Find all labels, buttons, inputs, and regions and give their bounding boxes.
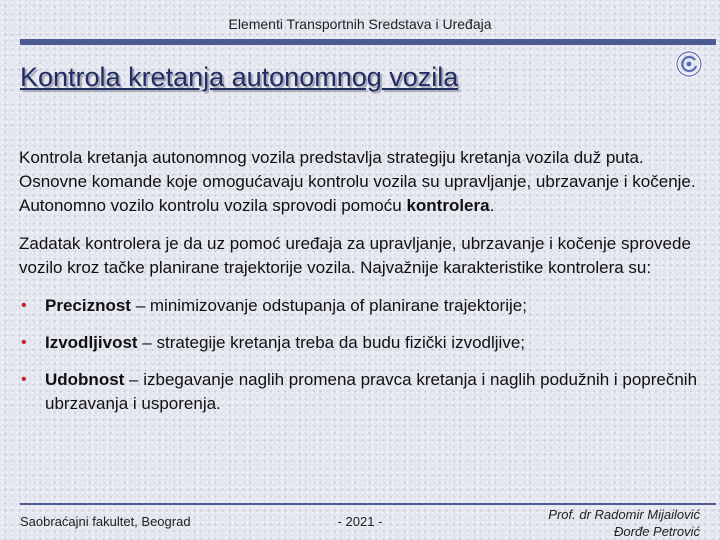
bullet-term: Preciznost: [45, 296, 131, 315]
footer-authors: [548, 506, 700, 540]
footer-rule: [20, 503, 716, 505]
slide-content: [19, 146, 709, 429]
footer-author-2: Đorđe Petrović: [614, 524, 700, 539]
paragraph-intro-end: .: [489, 196, 495, 215]
faculty-logo-icon: [675, 50, 703, 78]
footer-author-1: Prof. dr Radomir Mijailović: [548, 507, 700, 522]
bullet-text: – minimizovanje odstupanja of planirane trajektorije;: [130, 296, 527, 315]
list-item: [19, 331, 709, 355]
bullet-icon: •: [21, 334, 27, 351]
bullet-text: – strategije kretanja treba da budu fizički izvodljive;: [137, 333, 526, 352]
characteristics-list: [19, 294, 709, 416]
bullet-term: Izvodljivost: [45, 333, 138, 352]
slide-title: Kontrola kretanja autonomnog vozila: [20, 62, 459, 92]
bullet-icon: •: [21, 297, 27, 314]
paragraph-intro-text: Kontrola kretanja autonomnog vozila predstavlja strategiju kretanja vozila duž puta. Osnovne komande koje omogućavaju kontrolu vozila su upravljanje, ubrzavanje i kočenje. Autonomno vozilo kontrolu vozila sprovodi pomoću: [19, 148, 696, 215]
bullet-text: – izbegavanje naglih promena pravca kretanja i naglih podužnih i poprečnih ubrzavanja i usporenja.: [45, 370, 698, 413]
paragraph-intro: [19, 146, 709, 218]
footer-year: - 2021 -: [337, 514, 383, 529]
header-rule: [20, 39, 716, 45]
list-item: [19, 294, 709, 318]
bullet-term: Udobnost: [45, 370, 125, 389]
bullet-icon: •: [21, 371, 27, 388]
header-title: Elementi Transportnih Sredstava i Uređaja: [228, 16, 492, 32]
list-item: [19, 368, 709, 416]
footer-faculty: Saobraćajni fakultet, Beograd: [20, 514, 191, 529]
paragraph-intro-bold: kontrolera: [406, 196, 490, 215]
paragraph-task: Zadatak kontrolera je da uz pomoć uređaja za upravljanje, ubrzavanje i kočenje sprovede vozilo kroz tačke planirane trajektorije vozila. Najvažnije karakteristike kontrolera su:: [19, 234, 691, 277]
